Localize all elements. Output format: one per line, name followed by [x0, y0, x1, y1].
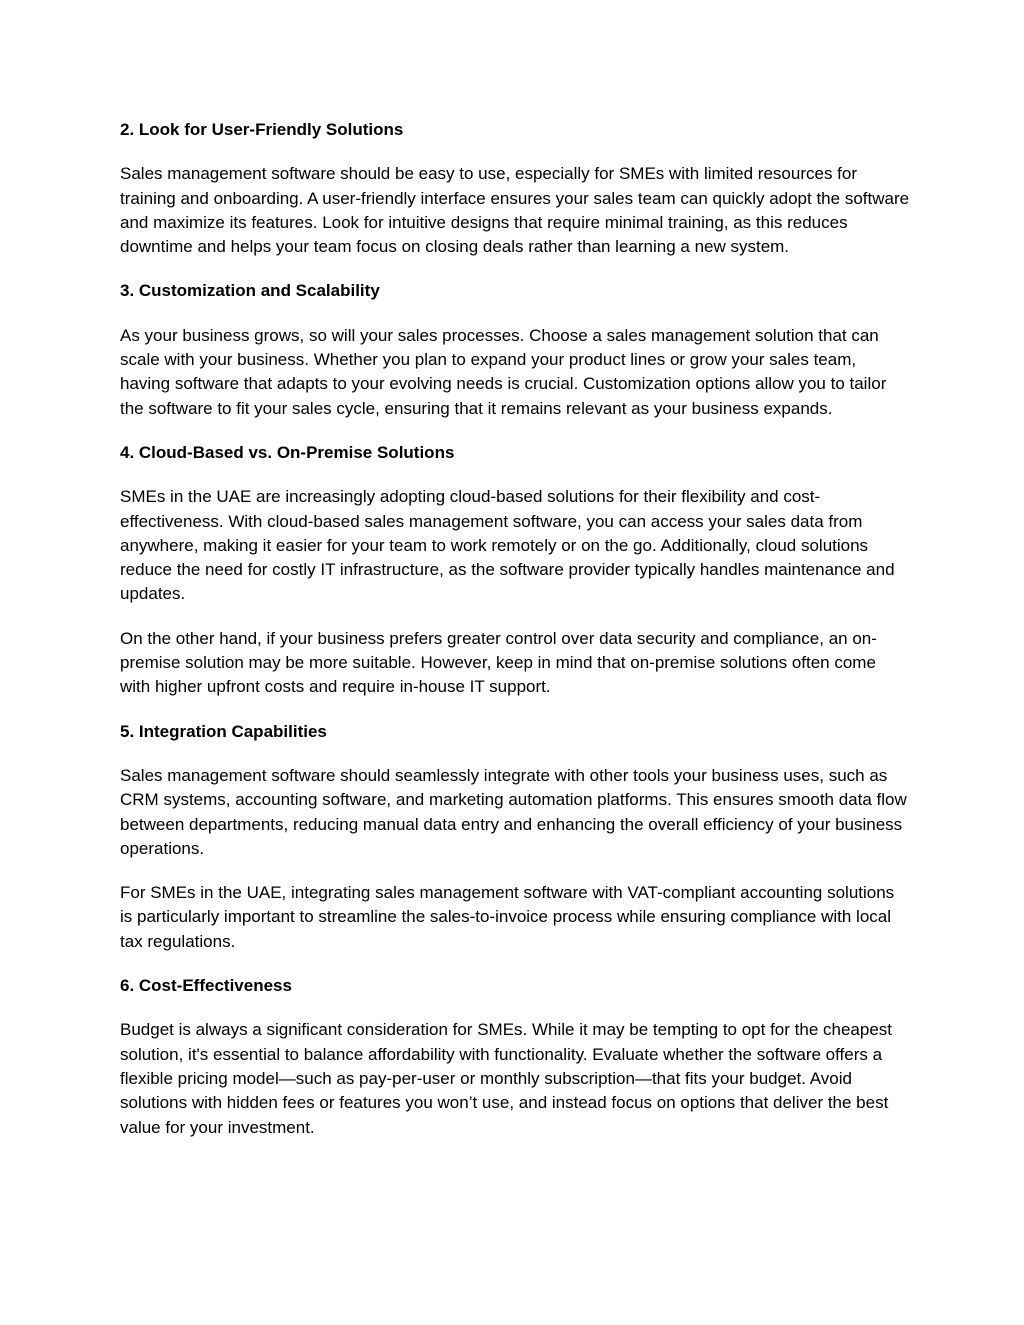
section-heading-integration: 5. Integration Capabilities	[120, 721, 327, 741]
section-heading-cloud-vs-onpremise: 4. Cloud-Based vs. On-Premise Solutions	[120, 442, 455, 462]
section-heading-cost: 6. Cost-Effectiveness	[120, 976, 292, 996]
paragraph-user-friendly: Sales management software should be easy to use, especially for SMEs with limited resources for training and onboarding. A user-friendly interface ensures your sales team can quickly adopt the software and maximize its features. Look for intuitive designs that require minimal training, as this reduces downtime and helps your team focus on closing deals rather than learning a new system.	[120, 164, 910, 257]
section-heading-customization: 3. Customization and Scalability	[120, 281, 380, 301]
paragraph-cost: Budget is always a significant consideration for SMEs. While it may be tempting to opt for the cheapest solution, it's essential to balance affordability with functionality. Evaluate whether the software offers a flexible pricing model—such as pay-per-user or monthly subscription—that fits your budget. Avoid solutions with hidden fees or features you won’t use, and instead focus on options that deliver the best value for your investment.	[120, 1020, 892, 1137]
paragraph-integration-vat: For SMEs in the UAE, integrating sales management software with VAT-compliant accounting solutions is particularly important to streamline the sales-to-invoice process while ensuring compliance with local tax regulations.	[120, 883, 895, 951]
document-page	[120, 118, 910, 1160]
paragraph-cloud-solutions: SMEs in the UAE are increasingly adopting cloud-based solutions for their flexibility and cost-effectiveness. With cloud-based sales management software, you can access your sales data from anywhere, making it easier for your team to work remotely or on the go. Additionally, cloud solutions reduce the need for costly IT infrastructure, as the software provider typically handles maintenance and updates.	[120, 487, 895, 604]
paragraph-onpremise-solutions: On the other hand, if your business prefers greater control over data security and compliance, an on-premise solution may be more suitable. However, keep in mind that on-premise solutions often come with higher upfront costs and require in-house IT support.	[120, 628, 877, 697]
paragraph-customization: As your business grows, so will your sales processes. Choose a sales management solution that can scale with your business. Whether you plan to expand your product lines or grow your sales team, having software that adapts to your evolving needs is crucial. Customization options allow you to tailor the software to fit your sales cycle, ensuring that it remains relevant as your business expands.	[120, 325, 887, 418]
section-heading-user-friendly: 2. Look for User-Friendly Solutions	[120, 120, 404, 139]
paragraph-integration-tools: Sales management software should seamlessly integrate with other tools your business uses, such as CRM systems, accounting software, and marketing automation platforms. This ensures smooth data flow between departments, reducing manual data entry and enhancing the overall efficiency of your business operations.	[120, 765, 907, 858]
